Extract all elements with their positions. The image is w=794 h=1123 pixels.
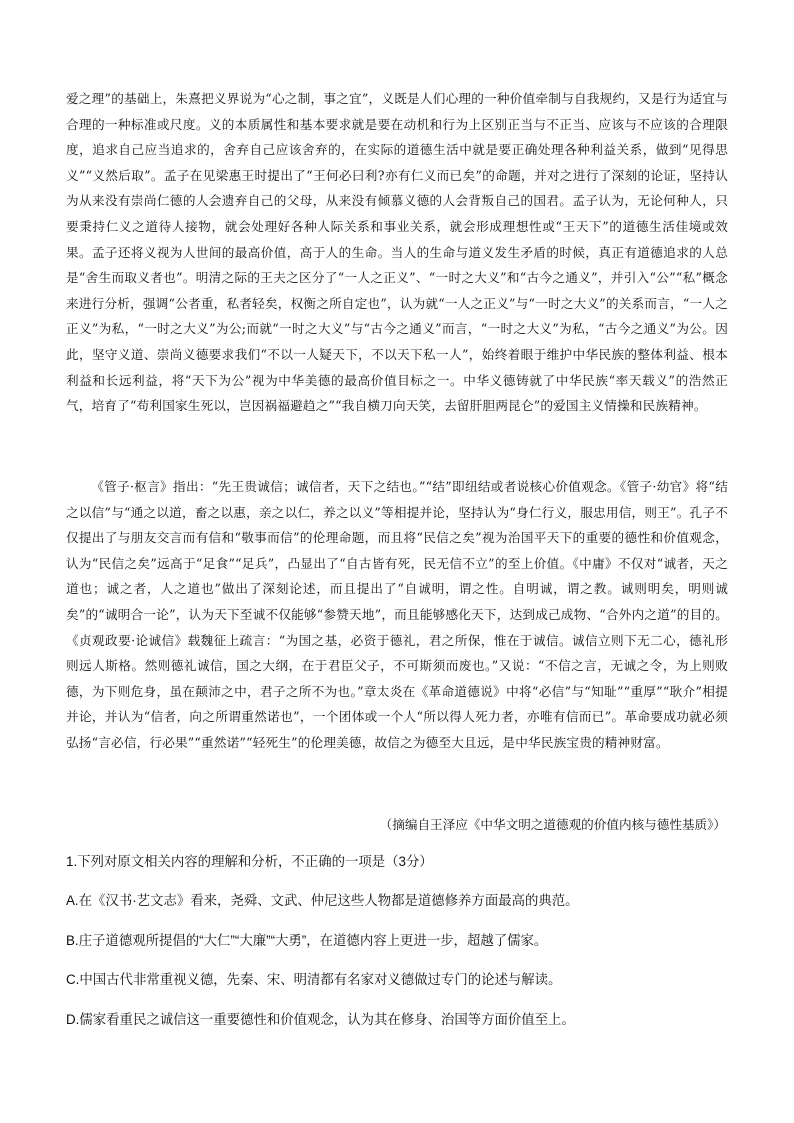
option-b: B.庄子道德观所提倡的“大仁”“大廉”“大勇”，在道德内容上更进一步，超越了儒家。	[66, 933, 548, 948]
option-a: A.在《汉书·艺文志》看来，尧舜、文武、仲尼这些人物都是道德修养方面最高的典范。	[66, 893, 579, 908]
passage-source-citation: （摘编自王泽应《中华文明之道德观的价值内核与德性基质》）	[379, 817, 726, 832]
option-d: D.儒家看重民之诚信这一重要德性和价值观念，认为其在修身、治国等方面价值至上。	[66, 1012, 575, 1027]
passage-paragraph-1: 爱之理”的基础上，朱熹把义界说为“心之制，事之宜”，义既是人们心理的一种价值牵制与自我规约，又是行为适宜与合理的一种标准或尺度。义的本质属性和基本要求就是要在动机和行为上区别正当与不正当、应该与不应该的合理限度，追求自己应当追求的，舍弃自己应该舍弃的，在实际的道德生活中就是要正确处理各种利益关系，做到“见得思义”“义然后取”。孟子在见梁惠王时提出了“王何必曰利?亦有仁义而已矣”的命题，并对之进行了深刻的论证，坚持认为从来没有崇尚仁德的人会遗弃自己的父母，从来没有倾慕义德的人会背叛自己的国君。孟子认为，无论何种人，只要秉持仁义之道待人接物，就会处理好各种人际关系和事业关系，就会形成理想性或“王天下”的道德生活佳境或效果。孟子还将义视为人世间的最高价值，高于人的生命。当人的生命与道义发生矛盾的时候，真正有道德追求的人总是“舍生而取义者也”。明清之际的王夫之区分了“一人之正义”、“一时之大义”和“古今之通义”，并引入“公”“私”概念来进行分析，强调“公者重，私者轻矣，权衡之所自定也”，认为就“一人之正义”与“一时之大义”的关系而言，“一人之正义”为私，“一时之大义”为公;而就“一时之大义”与“古今之通义”而言，“一时之大义”为私，“古今之通义”为公。因此，坚守义道、崇尚义德要求我们“不以一人疑天下，不以天下私一人”，始终着眼于维护中华民族的整体利益、根本利益和长远利益，将“天下为公”视为中华美德的最高价值目标之一。中华义德铸就了中华民族“率天载义”的浩然正气，培育了“苟利国家生死以，岂因祸福避趋之”“我自横刀向天笑，去留肝胆两昆仑”的爱国主义情操和民族精神。	[66, 91, 728, 414]
question-stem: 1.下列对原文相关内容的理解和分析，不正确的一项是（3分）	[66, 854, 433, 869]
option-c: C.中国古代非常重视义德，先秦、宋、明清都有名家对义德做过专门的论述与解读。	[66, 972, 562, 987]
passage-paragraph-2: 《管子·枢言》指出：“先王贵诚信；诚信者，天下之结也。”“结”即纽结或者说核心价值观念。《管子·幼官》将“结之以信”与“通之以道，畜之以惠，亲之以仁，养之以义”等相提并论，坚持认为“身仁行义，服忠用信，则王”。孔子不仅提出了与朋友交言而有信和“敬事而信”的伦理命题，而且将“民信之矣”视为治国平天下的重要的德性和价值观念，认为“民信之矣”远高于“足食”“足兵”，凸显出了“自古皆有死，民无信不立”的至上价值。《中庸》不仅对“诚者，天之道也；诚之者，人之道也”做出了深刻论述，而且提出了“自诚明，谓之性。自明诚，谓之教。诚则明矣，明则诚矣”的“诚明合一论”，认为天下至诚不仅能够“参赞天地”，而且能够感化天下，达到成己成物、“合外内之道”的目的。《贞观政要·论诚信》载魏征上疏言：“为国之基，必资于德礼，君之所保，惟在于诚信。诚信立则下无二心，德礼形则远人斯格。然则德礼诚信，国之大纲，在于君臣父子，不可斯须而废也。”又说：“不信之言，无诚之令，为上则败德，为下则危身，虽在颠沛之中，君子之所不为也。”章太炎在《革命道德说》中将“必信”与“知耻”“重厚”“耿介”相提并论，并认为“信者，向之所谓重然诺也”，一个团体或一个人“所以得人死力者，亦唯有信而已”。革命要成功就必须弘扬“言必信，行必果”“重然诺”“轻死生”的伦理美德，故信之为德至大且远，是中华民族宝贵的精神财富。	[66, 479, 728, 750]
